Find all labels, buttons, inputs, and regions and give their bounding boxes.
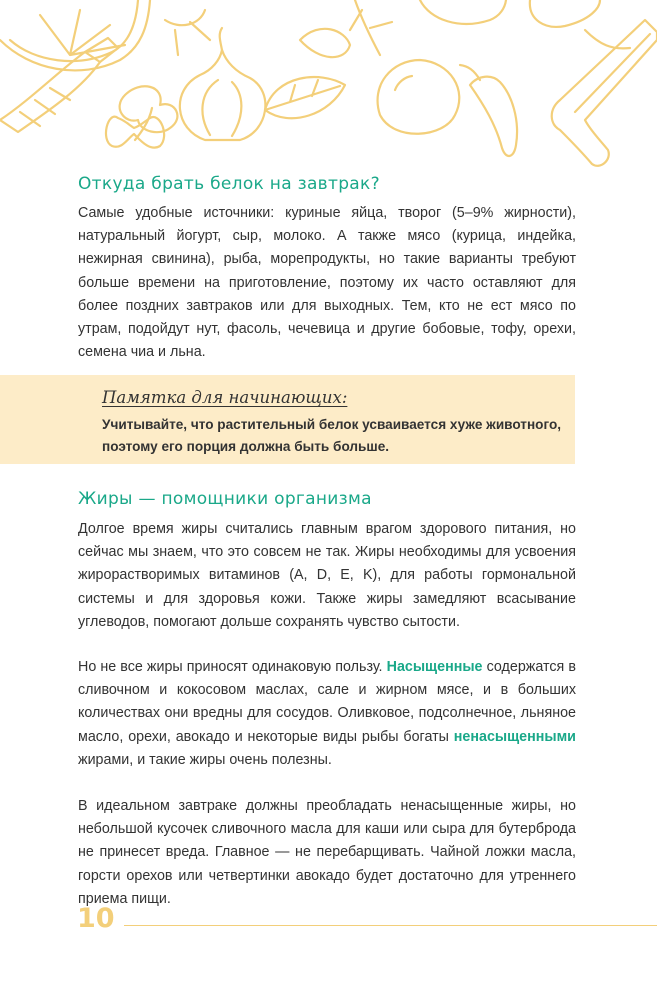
paragraph-protein-sources: Самые удобные источники: куриные яйца, творог (5–9% жирности), натуральный йогурт, сыр, молоко. А также мясо (курица, индейка, нежирная свинина), рыба, морепродукты, но такие варианты требуют больше времени на приготовление, поэтому их часто оставляют для более поздних завтраков или для выходных. Тем, кто не ест мясо по утрам, подойдут нут, фасоль, чечевица и другие бобовые, тофу, орехи, семена чиа и льна. [78, 205, 576, 361]
parsley-icon [120, 10, 210, 140]
text-segment: жирами, и такие жиры очень полезны. [78, 751, 332, 768]
footer-divider [124, 925, 657, 926]
leaf-icon [265, 0, 392, 118]
memo-title: Памятка для начинающих: [102, 388, 348, 407]
food-illustration-header [0, 0, 657, 175]
section-heading-protein: Откуда брать белок на завтрак? [78, 174, 380, 194]
page-number: 10 [77, 903, 115, 934]
section-heading-fats: Жиры — помощники организма [78, 489, 372, 509]
pan-icon [530, 0, 630, 48]
text-segment: Но не все жиры приносят одинаковую пользу. [78, 659, 383, 675]
highlight-saturated: Насыщенные [386, 659, 483, 675]
paragraph-ideal-breakfast: В идеальном завтраке должны преобладать ненасыщенные жиры, но небольшой кусочек сливочного масла для каши или сыра для бутерброда не принесет вреда. Главное — не перебарщивать. Чайной ложки масла, горсти орехов или четвертинки авокадо будет достаточно для утреннего приема пищи. [78, 798, 576, 907]
paragraph-fats-types [78, 656, 576, 772]
highlight-unsaturated: ненасыщенными [453, 728, 576, 745]
paragraph-fats-intro: Долгое время жиры считались главным врагом здорового питания, но сейчас мы знаем, что это совсем не так. Жиры необходимы для усвоения жирорастворимых витаминов (A, D, E, K), для работы гормональной системы и для здоровья кожи. Также жиры замедляют всасывание углеводов, помогают дольше сохранять чувство сытости. [78, 521, 576, 630]
onion-icon [180, 28, 266, 140]
pepper-icon [460, 65, 517, 156]
brush-icon [0, 38, 118, 132]
memo-text: Учитывайте, что растительный белок усваивается хуже животного, поэтому его порция должна быть больше. [102, 417, 562, 454]
cutting-board-icon [552, 20, 657, 166]
text-segment: содержатся в сливочном и кокосовом маслах, сале и жирном мясе, и в больших количествах они вредны для сосудов. Оливковое, подсолнечное, льняное масло, орехи, авокадо и некоторые виды рыбы богаты [78, 659, 576, 745]
